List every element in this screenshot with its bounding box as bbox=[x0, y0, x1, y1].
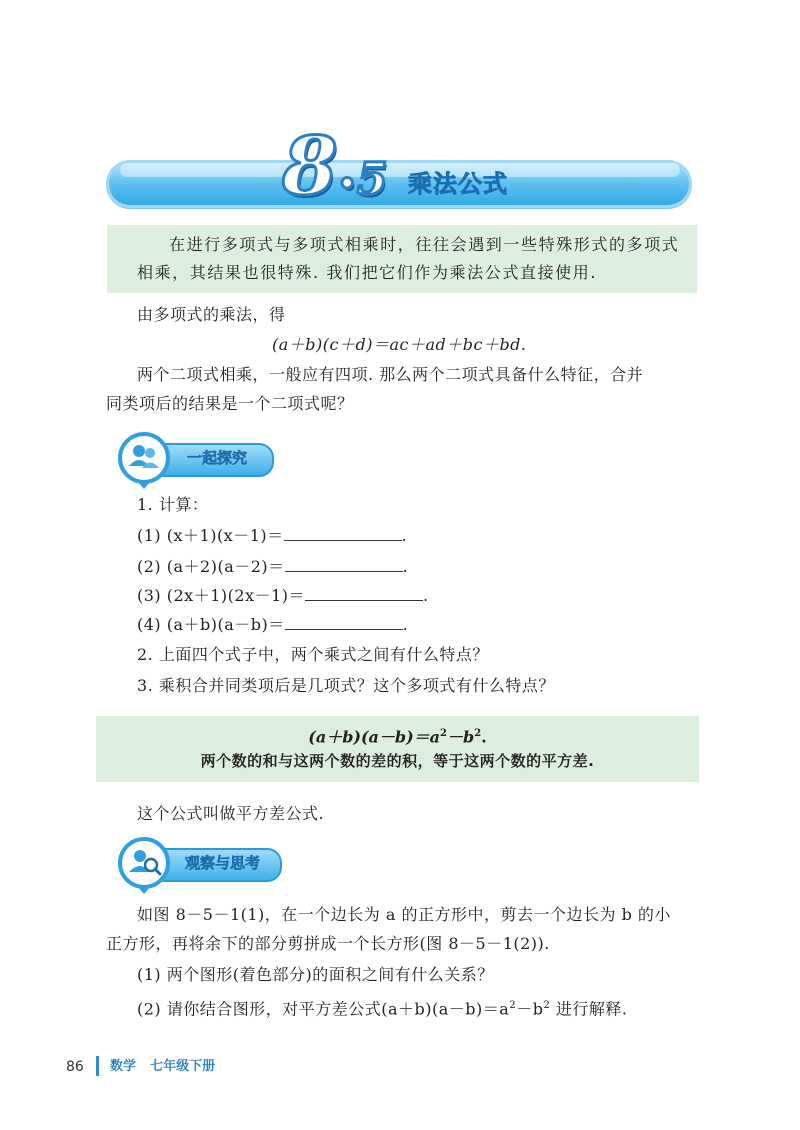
magnifier-person-icon bbox=[122, 841, 166, 885]
intro-text: 在进行多项式与多项式相乘时，往往会遇到一些特殊形式的多项式相乘，其结果也很特殊. 我们把它们作为乘法公式直接使用. bbox=[137, 235, 680, 282]
body-question-line-1: 两个二项式相乘，一般应有四项. 那么两个二项式具备什么特征，合并 bbox=[137, 365, 644, 384]
banner-gloss bbox=[120, 163, 680, 177]
answer-blank-2[interactable] bbox=[285, 553, 403, 572]
section-number-major: 8 bbox=[282, 119, 338, 213]
observe-badge-label: 观察与思考 bbox=[185, 854, 261, 872]
observe-question-1: (1) 两个图形(着色部分)的面积之间有什么关系？ bbox=[137, 965, 494, 984]
observe-line-2: 正方形，再将余下的部分剪拼成一个长方形(图 8－5－1(2)). bbox=[106, 934, 550, 953]
explore-badge-label: 一起探究 bbox=[187, 449, 248, 467]
footer-book-info bbox=[110, 1057, 215, 1077]
explore-item-2: 2. 上面四个式子中，两个乘式之间有什么特点？ bbox=[137, 645, 489, 664]
answer-blank-1[interactable] bbox=[284, 522, 402, 541]
section-title: 乘法公式 bbox=[408, 170, 508, 198]
formula-description: 两个数的和与这两个数的差的积，等于这两个数的平方差. bbox=[200, 752, 595, 770]
body-equation: (a＋b)(c＋d)＝ac＋ad＋bc＋bd. bbox=[272, 335, 527, 354]
answer-blank-3[interactable] bbox=[305, 582, 423, 601]
explore-calc-4: (4) (a＋b)(a－b)＝ . bbox=[137, 611, 408, 638]
section-number-minor: 5 bbox=[356, 154, 388, 205]
explore-badge-tip bbox=[138, 482, 150, 489]
after-formula-text: 这个公式叫做平方差公式. bbox=[137, 804, 325, 823]
explore-item-1-title: 1. 计算： bbox=[137, 495, 209, 514]
people-icon bbox=[122, 436, 166, 480]
footer-subject: 数学 bbox=[110, 1059, 137, 1074]
observe-question-2: (2) 请你结合图形，对平方差公式$(a+b)(a-b)=a^2-b^2$ 进行解释. bbox=[137, 999, 628, 1019]
observe-badge-tip bbox=[138, 887, 150, 894]
explore-badge-circle bbox=[118, 432, 170, 484]
answer-blank-4[interactable] bbox=[285, 611, 403, 630]
observe-line-1: 如图 8－5－1(1)，在一个边长为 a 的正方形中，剪去一个边长为 b 的小 bbox=[137, 905, 671, 924]
footer-divider bbox=[96, 1056, 99, 1076]
explore-item-3: 3. 乘积合并同类项后是几项式？这个多项式有什么特点？ bbox=[137, 676, 555, 695]
explore-calc-1: (1) (x＋1)(x－1)＝ . bbox=[137, 522, 407, 549]
body-question-line-2: 同类项后的结果是一个二项式呢？ bbox=[106, 394, 354, 413]
section-number: 8•5 bbox=[282, 119, 388, 213]
observe-badge-circle bbox=[118, 837, 170, 889]
page-number: 86 bbox=[66, 1059, 84, 1075]
formula-difference-of-squares: $(a+b)(a-b)=a^2-b^2$. bbox=[308, 727, 487, 747]
body-line-1: 由多项式的乘法，得 bbox=[137, 305, 286, 324]
footer-grade: 七年级下册 bbox=[150, 1059, 216, 1074]
explore-calc-3: (3) (2x＋1)(2x－1)＝ . bbox=[137, 582, 429, 609]
explore-calc-2: (2) (a＋2)(a－2)＝ . bbox=[137, 553, 408, 580]
